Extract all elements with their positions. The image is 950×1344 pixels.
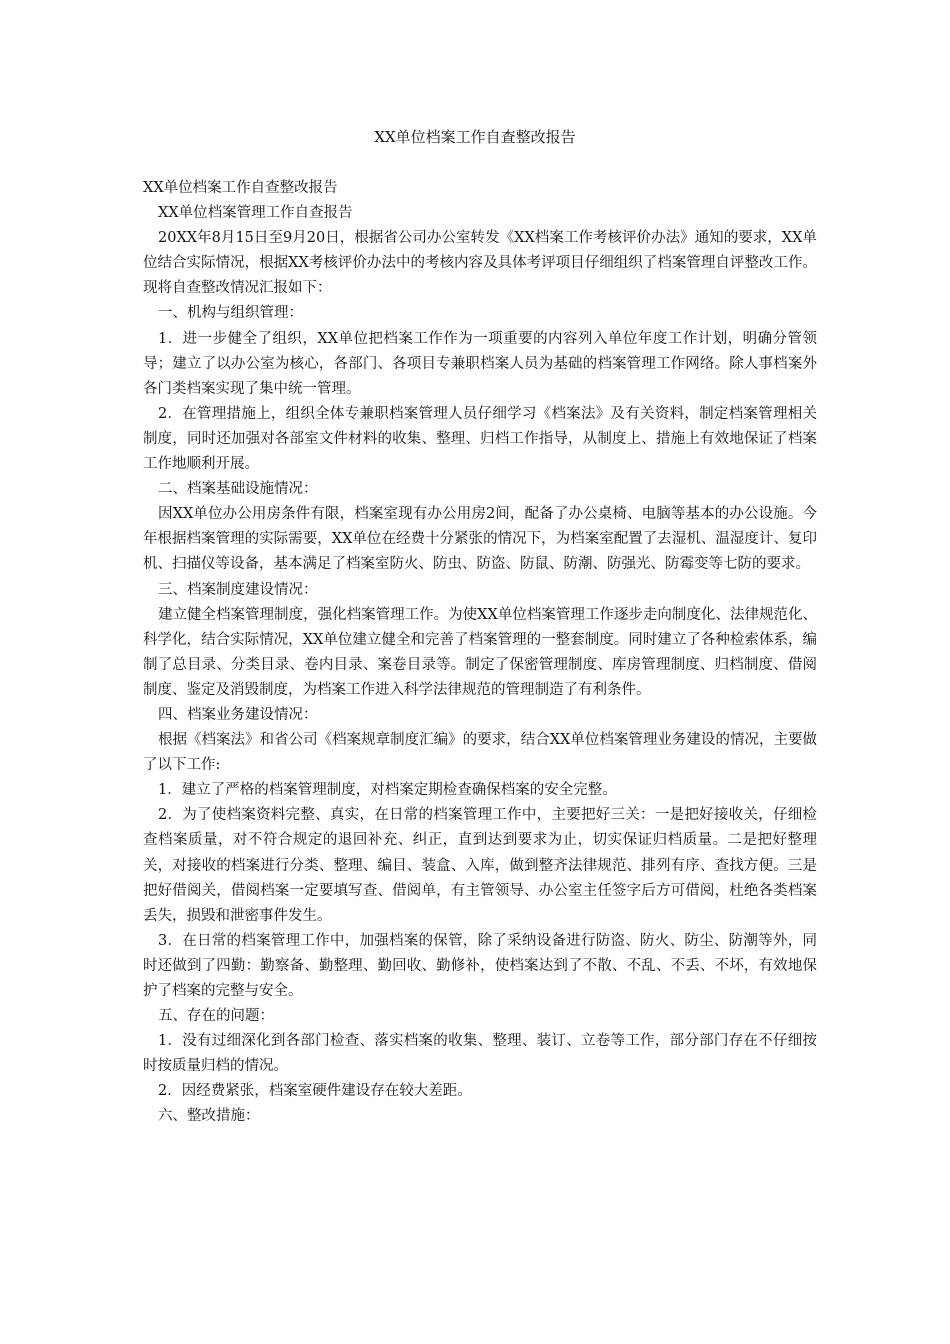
section-1-item-1: 1．进一步健全了组织，XX单位把档案工作作为一项重要的内容列入单位年度工作计划，明确分管领导；建立了以办公室为核心，各部门、各项目专兼职档案人员为基础的档案管理工作网络。除人事档案外各门类档案实现了集中统一管理。 [143, 330, 817, 397]
document-body [143, 176, 817, 1130]
section-5-item-2: 2．因经费紧张，档案室硬件建设存在较大差距。 [158, 1083, 472, 1100]
report-heading: XX单位档案工作自查整改报告 [143, 180, 338, 196]
section-heading-5: 五、存在的问题： [158, 1008, 274, 1025]
document-title: XX单位档案工作自查整改报告 [374, 128, 576, 146]
section-2-paragraph: 因XX单位办公用房条件有限，档案室现有办公用房2间，配备了办公桌椅、电脑等基本的办公设施。今年根据档案管理的实际需要，XX单位在经费十分紧张的情况下，为档案室配置了去湿机、温湿度计、复印机、扫描仪等设备，基本满足了档案室防火、防虫、防盗、防鼠、防潮、防强光、防霉变等七防的要求。 [143, 506, 817, 573]
section-4-intro: 根据《档案法》和省公司《档案规章制度汇编》的要求，结合XX单位档案管理业务建设的情况，主要做了以下工作: [143, 732, 817, 774]
section-5-item-1: 1．没有过细深化到各部门检查、落实档案的收集、整理、装订、立卷等工作，部分部门存在不仔细按时按质量归档的情况。 [143, 1033, 817, 1075]
section-heading-6: 六、整改措施： [158, 1108, 260, 1125]
section-heading-3: 三、档案制度建设情况： [158, 581, 318, 598]
section-heading-2: 二、档案基础设施情况： [158, 481, 318, 498]
section-1-item-2: 2．在管理措施上，组织全体专兼职档案管理人员仔细学习《档案法》及有关资料，制定档案管理相关制度，同时还加强对各部室文件材料的收集、整理、归档工作指导，从制度上、措施上有效地保证了档案工作地顺利开展。 [143, 405, 817, 473]
section-4-item-1: 1．建立了严格的档案管理制度，对档案定期检查确保档案的安全完整。 [158, 782, 617, 799]
section-heading-4: 四、档案业务建设情况： [158, 706, 318, 723]
intro-paragraph: 20XX年8月15日至9月20日，根据省公司办公室转发《XX档案工作考核评价办法》通知的要求，XX单位结合实际情况，根据XX考核评价办法中的考核内容及具体考评项目仔细组织了档案管理自评整改工作。现将自查整改情况汇报如下： [143, 230, 817, 297]
report-subheading: XX单位档案管理工作自查报告 [158, 205, 353, 222]
section-heading-1: 一、机构与组织管理： [158, 305, 303, 322]
section-4-item-3: 3．在日常的档案管理工作中，加强档案的保管，除了采纳设备进行防盗、防火、防尘、防潮等外，同时还做到了四勤：勤察备、勤整理、勤回收、勤修补，使档案达到了不散、不乱、不丢、不坏，有效地保护了档案的完整与安全。 [143, 932, 817, 999]
section-3-paragraph: 建立健全档案管理制度，强化档案管理工作。为使XX单位档案管理工作逐步走向制度化、法律规范化、科学化，结合实际情况，XX单位建立健全和完善了档案管理的一整套制度。同时建立了各种检索体系，编制了总目录、分类目录、卷内目录、案卷目录等。制定了保密管理制度、库房管理制度、归档制度、借阅制度、鉴定及消毁制度，为档案工作进入科学法律规范的管理制造了有利条件。 [143, 606, 817, 698]
section-4-item-2: 2．为了使档案资料完整、真实，在日常的档案管理工作中，主要把好三关：一是把好接收关，仔细检查档案质量，对不符合规定的退回补充、纠正，直到达到要求为止，切实保证归档质量。二是把好整理关，对接收的档案进行分类、整理、编目、装盒、入库，做到整齐法律规范、排列有序、查找方便。三是把好借阅关，借阅档案一定要填写查、借阅单，有主管领导、办公室主任签字后方可借阅，杜绝各类档案丢失，损毁和泄密事件发生。 [143, 807, 817, 924]
